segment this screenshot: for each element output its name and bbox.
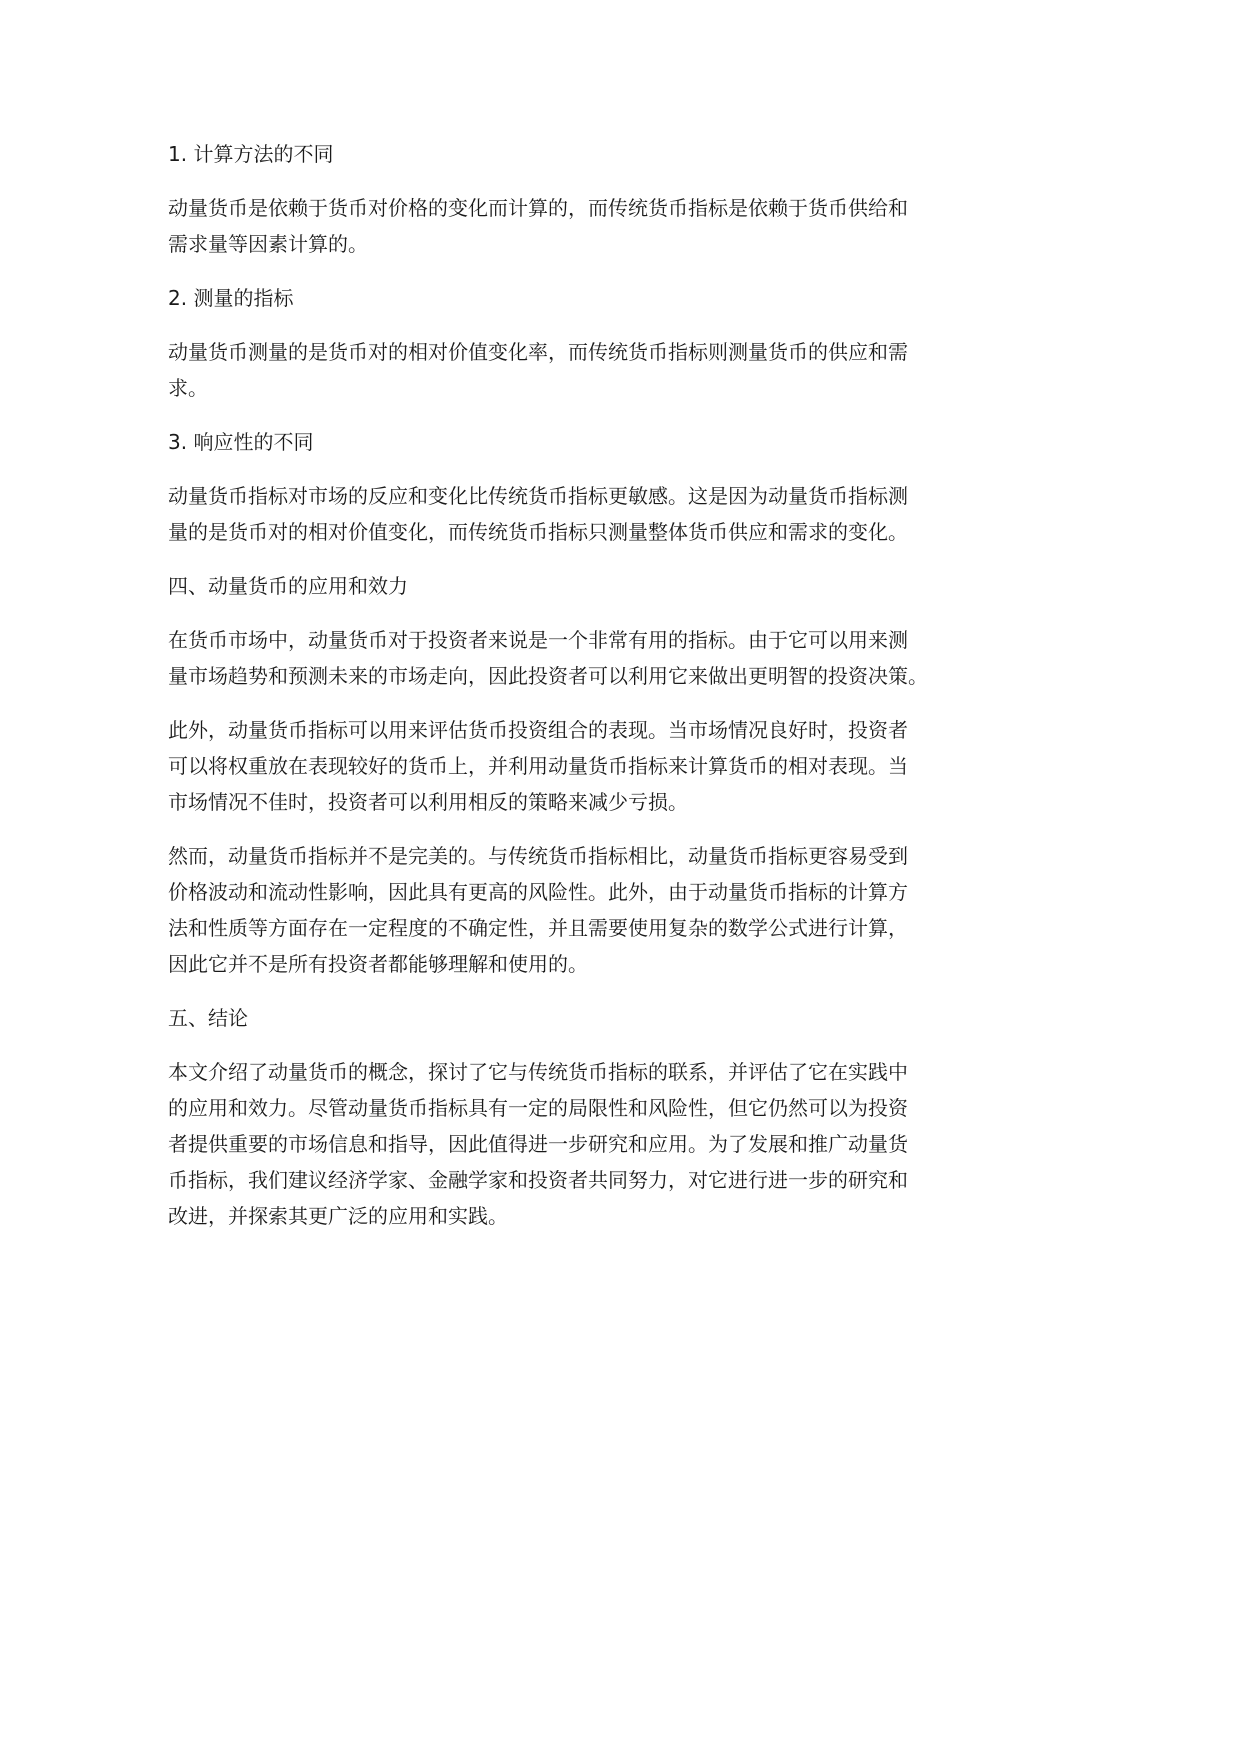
heading-calculation-method: 1. 计算方法的不同 [168,142,334,166]
heading-section-four: 四、动量货币的应用和效力 [168,574,408,598]
paragraph-line: 因此它并不是所有投资者都能够理解和使用的。 [168,952,588,976]
paragraph-line: 在货币市场中，动量货币对于投资者来说是一个非常有用的指标。由于它可以用来测 [168,628,908,652]
paragraph-line: 的应用和效力。尽管动量货币指标具有一定的局限性和风险性，但它仍然可以为投资 [168,1096,908,1120]
document-body [168,136,958,1252]
paragraph-line: 量市场趋势和预测未来的市场走向，因此投资者可以利用它来做出更明智的投资决策。 [168,664,928,688]
paragraph-application-investors [168,622,958,694]
paragraph-application-portfolio [168,712,958,820]
paragraph-line: 此外，动量货币指标可以用来评估货币投资组合的表现。当市场情况良好时，投资者 [168,718,908,742]
paragraph-calculation-method [168,190,958,262]
paragraph-line: 量的是货币对的相对价值变化，而传统货币指标只测量整体货币供应和需求的变化。 [168,520,908,544]
paragraph-line: 可以将权重放在表现较好的货币上，并利用动量货币指标来计算货币的相对表现。当 [168,754,908,778]
paragraph-line: 需求量等因素计算的。 [168,232,368,256]
heading-responsiveness: 3. 响应性的不同 [168,430,314,454]
paragraph-line: 本文介绍了动量货币的概念，探讨了它与传统货币指标的联系，并评估了它在实践中 [168,1060,908,1084]
paragraph-line: 市场情况不佳时，投资者可以利用相反的策略来减少亏损。 [168,790,688,814]
heading-section-five: 五、结论 [168,1006,248,1030]
paragraph-line: 动量货币指标对市场的反应和变化比传统货币指标更敏感。这是因为动量货币指标测 [168,484,908,508]
heading-measured-indicator: 2. 测量的指标 [168,286,294,310]
paragraph-line: 求。 [168,376,208,400]
paragraph-line: 改进，并探索其更广泛的应用和实践。 [168,1204,508,1228]
paragraph-line: 然而，动量货币指标并不是完美的。与传统货币指标相比，动量货币指标更容易受到 [168,844,908,868]
paragraph-conclusion [168,1054,958,1234]
paragraph-line: 动量货币是依赖于货币对价格的变化而计算的，而传统货币指标是依赖于货币供给和 [168,196,908,220]
paragraph-line: 币指标，我们建议经济学家、金融学家和投资者共同努力，对它进行进一步的研究和 [168,1168,908,1192]
paragraph-line: 法和性质等方面存在一定程度的不确定性，并且需要使用复杂的数学公式进行计算， [168,916,908,940]
paragraph-measured-indicator [168,334,958,406]
paragraph-line: 动量货币测量的是货币对的相对价值变化率，而传统货币指标则测量货币的供应和需 [168,340,908,364]
paragraph-line: 价格波动和流动性影响，因此具有更高的风险性。此外，由于动量货币指标的计算方 [168,880,908,904]
paragraph-limitations [168,838,958,982]
paragraph-line: 者提供重要的市场信息和指导，因此值得进一步研究和应用。为了发展和推广动量货 [168,1132,908,1156]
paragraph-responsiveness [168,478,958,550]
